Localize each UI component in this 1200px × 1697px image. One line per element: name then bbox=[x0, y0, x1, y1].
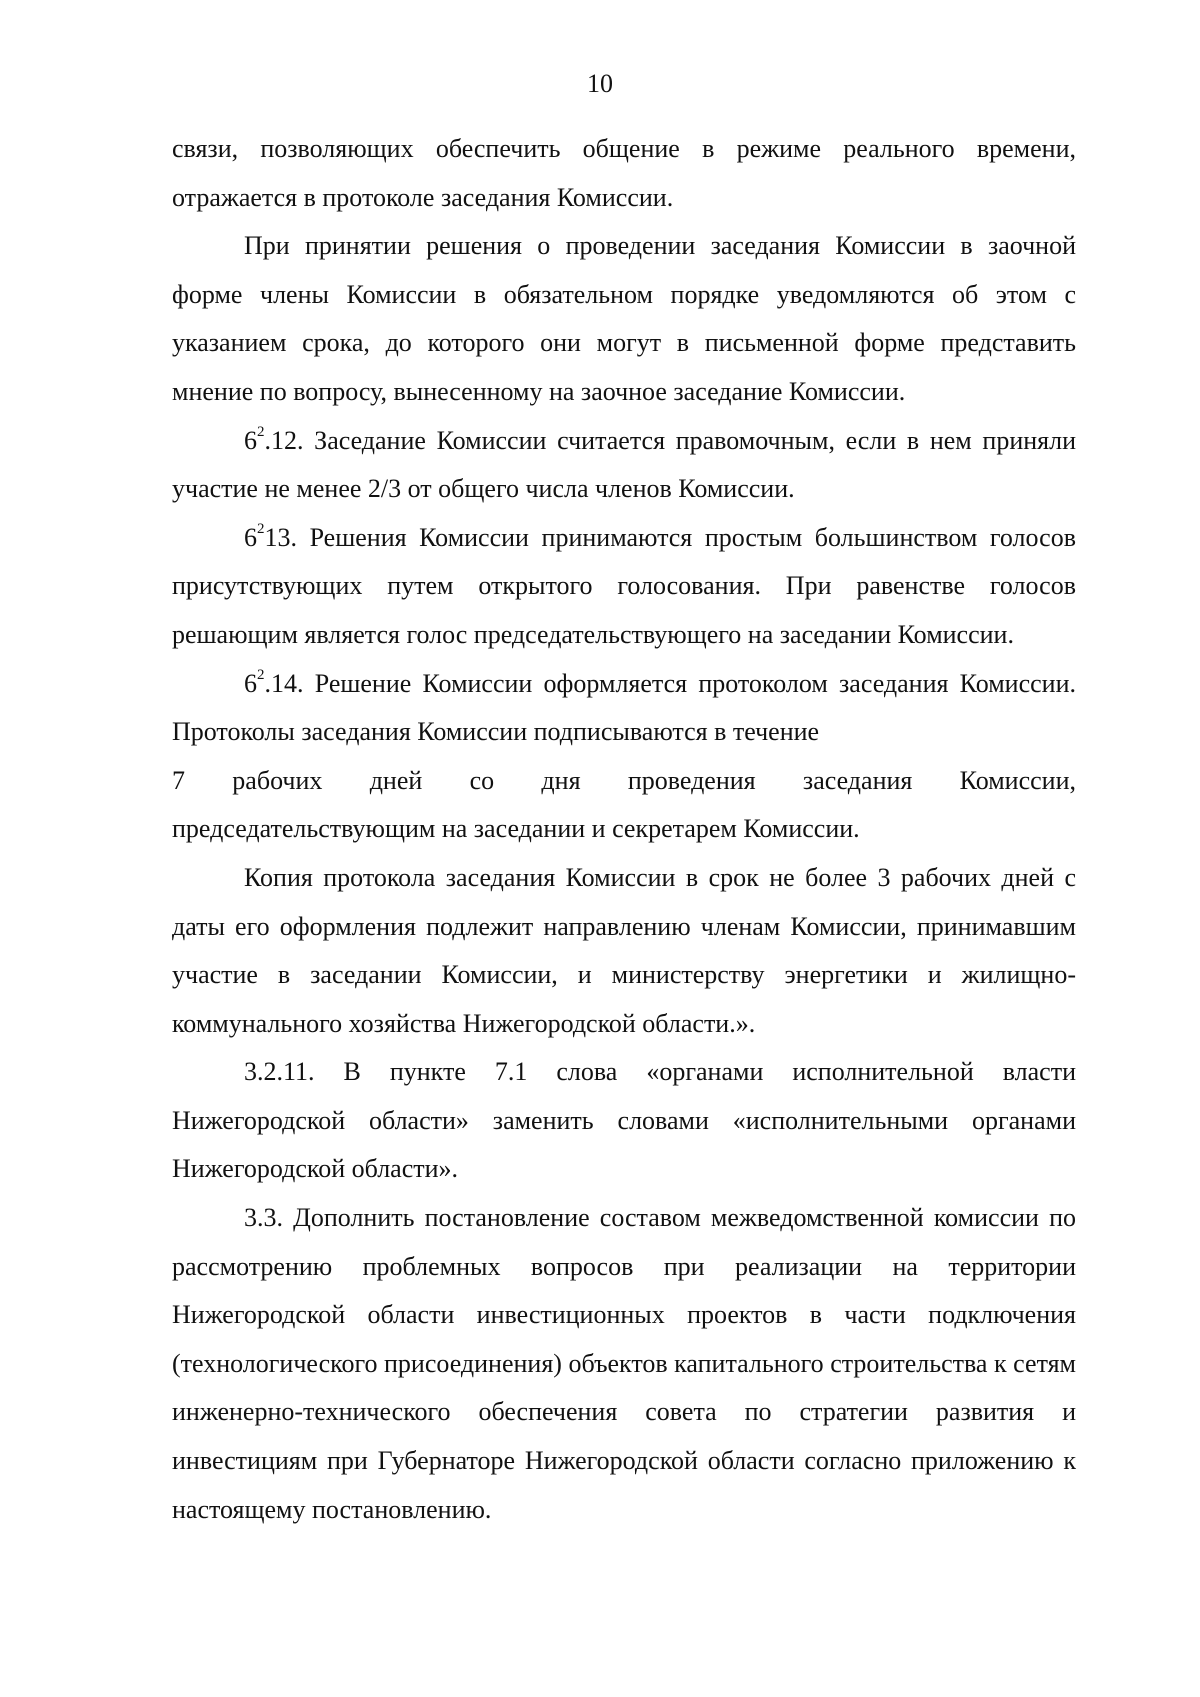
clause-superscript: 2 bbox=[257, 666, 265, 683]
clause-superscript: 2 bbox=[257, 423, 265, 440]
paragraph-text: .14. Решение Комиссии оформляется протоколом заседания Комиссии. Протоколы заседания Комиссии подписываются в течение bbox=[172, 668, 1076, 747]
paragraph-3-2-11: 3.2.11. В пункте 7.1 слова «органами исполнительной власти Нижегородской области» заменить словами «исполнительными органами Нижегородской области». bbox=[172, 1057, 1076, 1184]
paragraph-6-2-14 bbox=[172, 660, 1076, 757]
paragraph-3-3: 3.3. Дополнить постановление составом межведомственной комиссии по рассмотрению проблемных вопросов при реализации на территории Нижегородской области инвестиционных проектов в части подключения (технологического присоединения) объектов капитального строительства к сетям инженерно-технического обеспечения совета по стратегии развития и инвестициям при Губернаторе Нижегородской области согласно приложению к настоящему постановлению. bbox=[172, 1203, 1076, 1524]
paragraph-6-2-14-end: председательствующим на заседании и секретарем Комиссии. bbox=[172, 814, 860, 844]
clause-superscript: 2 bbox=[257, 521, 265, 538]
paragraph-protocol-copy: Копия протокола заседания Комиссии в срок не более 3 рабочих дней с даты его оформления подлежит направлению членам Комиссии, принимавшим участие в заседании Комиссии, и министерству энергетики и жилищно-коммунального хозяйства Нижегородской области.». bbox=[172, 862, 1076, 1038]
paragraph-absentee-meeting: При принятии решения о проведении заседания Комиссии в заочной форме члены Комиссии в обязательном порядке уведомляются об этом с указанием срока, до которого они могут в письменной форме представить мнение по вопросу, вынесенному на заочное заседание Комиссии. bbox=[172, 231, 1076, 406]
page-number: 10 bbox=[587, 69, 613, 98]
paragraph-6-2-14-line: 7 рабочих дней со дня проведения заседания Комиссии, bbox=[172, 765, 1076, 795]
clause-number: 6 bbox=[244, 668, 257, 698]
paragraph-6-2-13 bbox=[172, 514, 1076, 660]
paragraph-text: 13. Решения Комиссии принимаются простым большинством голосов присутствующих путем открытого голосования. При равенстве голосов решающим является голос председательствующего на заседании Комиссии. bbox=[172, 522, 1076, 649]
document-body bbox=[172, 125, 1076, 1534]
paragraph-6-2-12 bbox=[172, 417, 1076, 514]
paragraph-continuation: связи, позволяющих обеспечить общение в режиме реального времени, отражается в протоколе заседания Комиссии. bbox=[172, 134, 1076, 212]
clause-number: 6 bbox=[244, 522, 257, 552]
clause-number: 6 bbox=[244, 425, 257, 455]
paragraph-text: .12. Заседание Комиссии считается правомочным, если в нем приняли участие не менее 2/3 от общего числа членов Комиссии. bbox=[172, 425, 1076, 504]
